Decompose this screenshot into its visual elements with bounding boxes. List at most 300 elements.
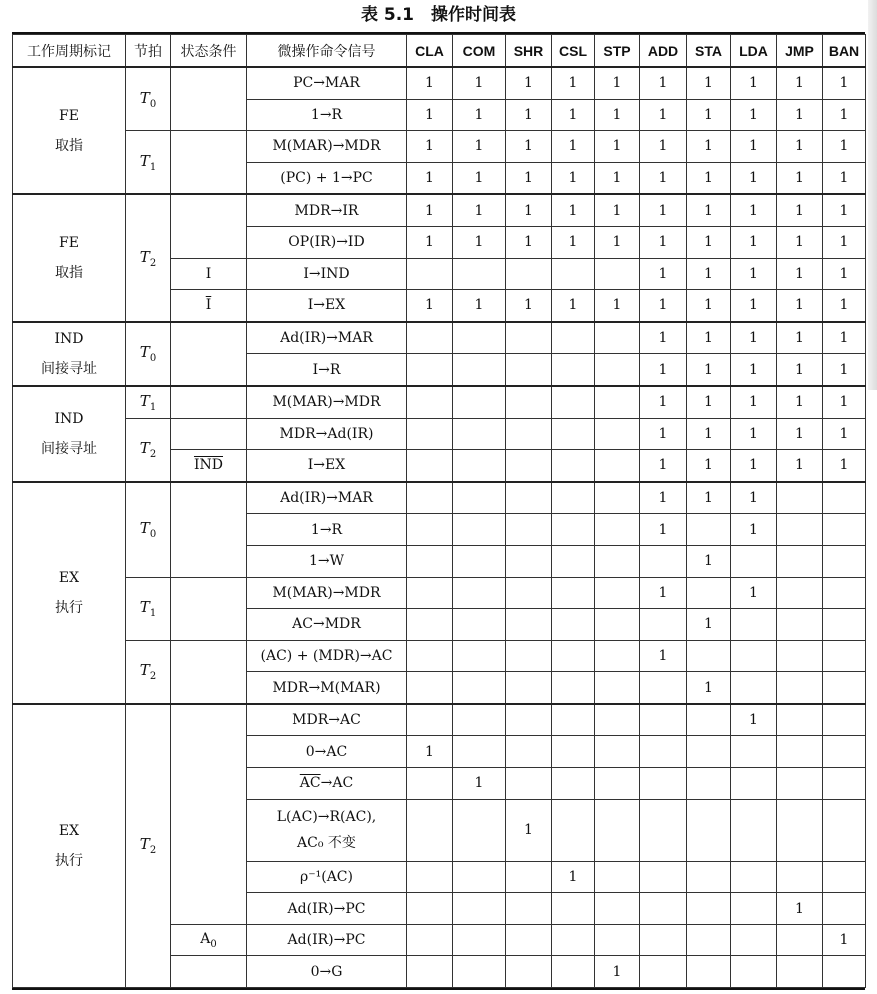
value-cell-add: 1 [640,418,687,450]
value-cell-lda [731,609,777,641]
value-cell-stp: 1 [595,162,640,194]
value-cell-shr [506,956,552,988]
value-cell-add: 1 [640,162,687,194]
condition-cell [171,418,247,450]
value-cell-stp [595,514,640,546]
signal-cell: $\overline{AC}\to AC$ [247,768,407,800]
value-cell-stp: 1 [595,67,640,99]
value-cell-jmp: 1 [777,162,823,194]
value-cell-cla: 1 [407,226,453,258]
value-cell-stp [595,386,640,418]
signal-cell: M(MAR)→MDR [247,386,407,418]
value-cell-cla [407,799,453,861]
value-cell-shr: 1 [506,194,552,226]
beat-cell-t1: $T_1$ [126,131,171,195]
value-cell-jmp [777,861,823,893]
value-cell-ban [823,861,866,893]
value-cell-shr [506,672,552,704]
value-cell-com: 1 [453,226,506,258]
value-cell-stp: 1 [595,99,640,131]
value-cell-com [453,354,506,386]
value-cell-jmp [777,577,823,609]
condition-cell [171,577,247,640]
table-row [13,67,866,99]
signal-cell: Ad(IR)→MAR [247,322,407,354]
value-cell-stp [595,893,640,925]
value-cell-add [640,609,687,641]
value-cell-stp [595,736,640,768]
value-cell-csl [552,609,595,641]
value-cell-lda [731,924,777,956]
value-cell-lda [731,545,777,577]
value-cell-sta [687,956,731,988]
signal-cell: L(AC)→R(AC), AC₀ 不变 [247,799,407,861]
condition-cell [171,386,247,418]
value-cell-csl: 1 [552,290,595,322]
value-cell-shr [506,768,552,800]
value-cell-add [640,768,687,800]
value-cell-stp [595,924,640,956]
signal-cell: M(MAR)→MDR [247,577,407,609]
value-cell-ban [823,704,866,736]
value-cell-com: 1 [453,99,506,131]
value-cell-com [453,577,506,609]
value-cell-lda [731,672,777,704]
value-cell-cla [407,450,453,482]
value-cell-shr [506,545,552,577]
signal-cell: (AC) + (MDR)→AC [247,640,407,672]
value-cell-stp: 1 [595,194,640,226]
value-cell-stp [595,640,640,672]
condition-a0: $A_0$ [171,924,247,956]
header-shr: SHR [506,35,552,68]
value-cell-cla [407,861,453,893]
header-ban: BAN [823,35,866,68]
signal-cell: MDR→Ad(IR) [247,418,407,450]
value-cell-ban: 1 [823,67,866,99]
value-cell-lda [731,768,777,800]
value-cell-csl [552,893,595,925]
value-cell-shr: 1 [506,99,552,131]
header-com: COM [453,35,506,68]
value-cell-cla [407,258,453,290]
phase-label: FE [59,107,79,124]
table-row [13,577,866,609]
value-cell-shr [506,640,552,672]
beat-cell-t0: $T_0$ [126,482,171,577]
value-cell-shr [506,924,552,956]
value-cell-shr [506,861,552,893]
value-cell-cla [407,893,453,925]
value-cell-com: 1 [453,162,506,194]
signal-cell: MDR→IR [247,194,407,226]
value-cell-sta: 1 [687,290,731,322]
value-cell-com [453,736,506,768]
value-cell-ban: 1 [823,418,866,450]
value-cell-stp [595,704,640,736]
value-cell-add [640,704,687,736]
value-cell-cla [407,418,453,450]
value-cell-cla [407,322,453,354]
value-cell-csl [552,672,595,704]
value-cell-csl [552,514,595,546]
signal-cell: I→EX [247,450,407,482]
value-cell-cla: 1 [407,67,453,99]
value-cell-jmp [777,704,823,736]
value-cell-cla [407,609,453,641]
value-cell-ban: 1 [823,131,866,163]
value-cell-cla: 1 [407,736,453,768]
value-cell-csl: 1 [552,99,595,131]
value-cell-sta: 1 [687,545,731,577]
value-cell-sta [687,736,731,768]
value-cell-ban [823,768,866,800]
value-cell-stp [595,322,640,354]
value-cell-com [453,861,506,893]
value-cell-jmp: 1 [777,893,823,925]
value-cell-lda: 1 [731,194,777,226]
value-cell-jmp [777,736,823,768]
condition-cell [171,322,247,386]
value-cell-sta [687,893,731,925]
value-cell-com [453,956,506,988]
value-cell-add: 1 [640,67,687,99]
value-cell-add: 1 [640,226,687,258]
value-cell-add: 1 [640,194,687,226]
value-cell-ban [823,609,866,641]
value-cell-stp [595,799,640,861]
phase-cell-fe [13,67,126,194]
value-cell-com [453,258,506,290]
value-cell-lda: 1 [731,482,777,514]
value-cell-jmp [777,640,823,672]
value-cell-lda [731,799,777,861]
value-cell-cla [407,768,453,800]
signal-cell: OP(IR)→ID [247,226,407,258]
value-cell-add [640,545,687,577]
signal-cell: 1→R [247,99,407,131]
header-beat: 节拍 [126,35,171,68]
value-cell-lda: 1 [731,99,777,131]
value-cell-com [453,545,506,577]
value-cell-stp [595,258,640,290]
value-cell-shr [506,736,552,768]
value-cell-cla [407,545,453,577]
value-cell-ban: 1 [823,258,866,290]
condition-cell [171,194,247,258]
signal-cell: 0→G [247,956,407,988]
value-cell-jmp: 1 [777,418,823,450]
value-cell-shr [506,354,552,386]
value-cell-shr: 1 [506,67,552,99]
value-cell-com [453,893,506,925]
value-cell-shr [506,482,552,514]
value-cell-ban: 1 [823,354,866,386]
value-cell-ban [823,640,866,672]
condition-i: I [171,258,247,290]
value-cell-sta: 1 [687,386,731,418]
value-cell-add: 1 [640,290,687,322]
value-cell-shr [506,893,552,925]
signal-cell: 1→R [247,514,407,546]
value-cell-add: 1 [640,450,687,482]
value-cell-cla [407,386,453,418]
value-cell-ban [823,545,866,577]
value-cell-cla: 1 [407,99,453,131]
value-cell-shr [506,258,552,290]
value-cell-add: 1 [640,354,687,386]
value-cell-csl: 1 [552,162,595,194]
beat-cell-t1: $T_1$ [126,577,171,640]
value-cell-ban: 1 [823,226,866,258]
value-cell-cla [407,956,453,988]
phase-cell-ind [13,386,126,482]
signal-cell: (PC) + 1→PC [247,162,407,194]
value-cell-jmp: 1 [777,258,823,290]
value-cell-jmp: 1 [777,194,823,226]
operation-timing-table [12,34,866,988]
value-cell-csl [552,418,595,450]
phase-label: IND [54,410,84,427]
value-cell-stp [595,354,640,386]
value-cell-shr [506,450,552,482]
value-cell-shr [506,609,552,641]
value-cell-add [640,956,687,988]
value-cell-cla: 1 [407,162,453,194]
signal-cell: AC→MDR [247,609,407,641]
value-cell-ban: 1 [823,924,866,956]
beat-cell-t2: $T_2$ [126,640,171,704]
header-lda: LDA [731,35,777,68]
value-cell-csl [552,258,595,290]
value-cell-shr [506,577,552,609]
value-cell-ban: 1 [823,386,866,418]
value-cell-ban: 1 [823,290,866,322]
value-cell-com [453,386,506,418]
value-cell-lda: 1 [731,450,777,482]
signal-cell: MDR→AC [247,704,407,736]
signal-cell: PC→MAR [247,67,407,99]
value-cell-shr: 1 [506,131,552,163]
value-cell-sta: 1 [687,226,731,258]
value-cell-com [453,450,506,482]
value-cell-lda: 1 [731,162,777,194]
value-cell-add: 1 [640,386,687,418]
value-cell-add [640,861,687,893]
value-cell-lda: 1 [731,704,777,736]
signal-cell: Ad(IR)→MAR [247,482,407,514]
phase-cell-fe [13,194,126,321]
value-cell-csl [552,354,595,386]
value-cell-cla [407,640,453,672]
value-cell-shr [506,704,552,736]
value-cell-sta: 1 [687,418,731,450]
value-cell-shr [506,418,552,450]
header-phase: 工作周期标记 [13,35,126,68]
value-cell-cla [407,924,453,956]
value-cell-jmp [777,514,823,546]
value-cell-cla [407,704,453,736]
value-cell-cla [407,577,453,609]
value-cell-sta: 1 [687,354,731,386]
phase-label: FE [59,235,79,252]
value-cell-lda: 1 [731,258,777,290]
value-cell-csl: 1 [552,861,595,893]
value-cell-sta: 1 [687,672,731,704]
header-row [13,35,866,68]
table-row [13,194,866,226]
phase-cell-ind [13,322,126,386]
phase-sublabel: 执行 [55,852,83,869]
table-row [13,418,866,450]
condition-cell [171,640,247,704]
value-cell-add: 1 [640,131,687,163]
condition-i-not: $\overline{I}$ [171,290,247,322]
value-cell-add: 1 [640,258,687,290]
value-cell-com: 1 [453,768,506,800]
value-cell-ban: 1 [823,450,866,482]
value-cell-cla: 1 [407,131,453,163]
value-cell-csl [552,768,595,800]
phase-label: EX [58,569,80,586]
value-cell-sta: 1 [687,482,731,514]
table-row [13,640,866,672]
value-cell-com [453,640,506,672]
value-cell-lda: 1 [731,322,777,354]
value-cell-jmp: 1 [777,290,823,322]
value-cell-add [640,893,687,925]
value-cell-add: 1 [640,322,687,354]
signal-cell: I→R [247,354,407,386]
value-cell-sta: 1 [687,99,731,131]
condition-cell [171,956,247,988]
signal-cell: ρ⁻¹(AC) [247,861,407,893]
value-cell-com [453,418,506,450]
value-cell-sta [687,704,731,736]
value-cell-ban [823,482,866,514]
value-cell-csl [552,924,595,956]
value-cell-ban: 1 [823,194,866,226]
value-cell-com [453,482,506,514]
value-cell-csl: 1 [552,226,595,258]
value-cell-csl [552,450,595,482]
value-cell-cla [407,482,453,514]
condition-ind-not: $\overline{IND}$ [171,450,247,482]
value-cell-lda [731,736,777,768]
value-cell-add [640,672,687,704]
value-cell-cla [407,514,453,546]
value-cell-add [640,799,687,861]
value-cell-com [453,514,506,546]
value-cell-csl [552,386,595,418]
value-cell-ban [823,736,866,768]
value-cell-ban [823,514,866,546]
table-caption: 表 5.1 操作时间表 [360,5,517,25]
value-cell-lda: 1 [731,354,777,386]
value-cell-sta: 1 [687,322,731,354]
value-cell-ban [823,799,866,861]
value-cell-jmp [777,799,823,861]
value-cell-shr: 1 [506,162,552,194]
value-cell-jmp: 1 [777,99,823,131]
value-cell-lda [731,893,777,925]
value-cell-sta [687,924,731,956]
value-cell-csl [552,482,595,514]
condition-cell [171,67,247,131]
value-cell-stp [595,545,640,577]
header-stp: STP [595,35,640,68]
value-cell-sta: 1 [687,258,731,290]
condition-cell [171,482,247,577]
value-cell-jmp: 1 [777,450,823,482]
value-cell-ban [823,956,866,988]
signal-cell: I→EX [247,290,407,322]
beat-cell-t2: $T_2$ [126,418,171,482]
value-cell-sta: 1 [687,194,731,226]
signal-cell: M(MAR)→MDR [247,131,407,163]
condition-cell [171,704,247,924]
header-signal: 微操作命令信号 [247,35,407,68]
value-cell-cla: 1 [407,290,453,322]
value-cell-stp [595,577,640,609]
value-cell-jmp: 1 [777,131,823,163]
value-cell-stp: 1 [595,956,640,988]
table-row [13,322,866,354]
phase-label: EX [58,822,80,839]
value-cell-lda [731,956,777,988]
value-cell-jmp: 1 [777,386,823,418]
value-cell-com: 1 [453,290,506,322]
value-cell-jmp [777,609,823,641]
header-jmp: JMP [777,35,823,68]
value-cell-ban: 1 [823,322,866,354]
value-cell-lda: 1 [731,226,777,258]
value-cell-com: 1 [453,131,506,163]
value-cell-jmp [777,956,823,988]
header-condition: 状态条件 [171,35,247,68]
value-cell-com [453,322,506,354]
value-cell-csl: 1 [552,131,595,163]
signal-cell: I→IND [247,258,407,290]
beat-cell-t1: $T_1$ [126,386,171,418]
value-cell-csl [552,577,595,609]
value-cell-jmp [777,768,823,800]
value-cell-stp [595,418,640,450]
value-cell-com [453,704,506,736]
value-cell-sta: 1 [687,609,731,641]
value-cell-stp: 1 [595,290,640,322]
value-cell-stp [595,482,640,514]
value-cell-add: 1 [640,514,687,546]
value-cell-add [640,736,687,768]
value-cell-csl [552,640,595,672]
value-cell-csl [552,322,595,354]
value-cell-lda: 1 [731,290,777,322]
header-cla: CLA [407,35,453,68]
header-sta: STA [687,35,731,68]
phase-cell-ex [13,704,126,988]
signal-cell: MDR→M(MAR) [247,672,407,704]
value-cell-shr [506,514,552,546]
value-cell-csl [552,545,595,577]
phase-sublabel: 间接寻址 [41,440,97,457]
value-cell-csl: 1 [552,194,595,226]
phase-sublabel: 间接寻址 [41,360,97,377]
phase-sublabel: 取指 [55,137,83,154]
value-cell-stp [595,672,640,704]
beat-cell-t0: $T_0$ [126,67,171,131]
value-cell-add: 1 [640,577,687,609]
